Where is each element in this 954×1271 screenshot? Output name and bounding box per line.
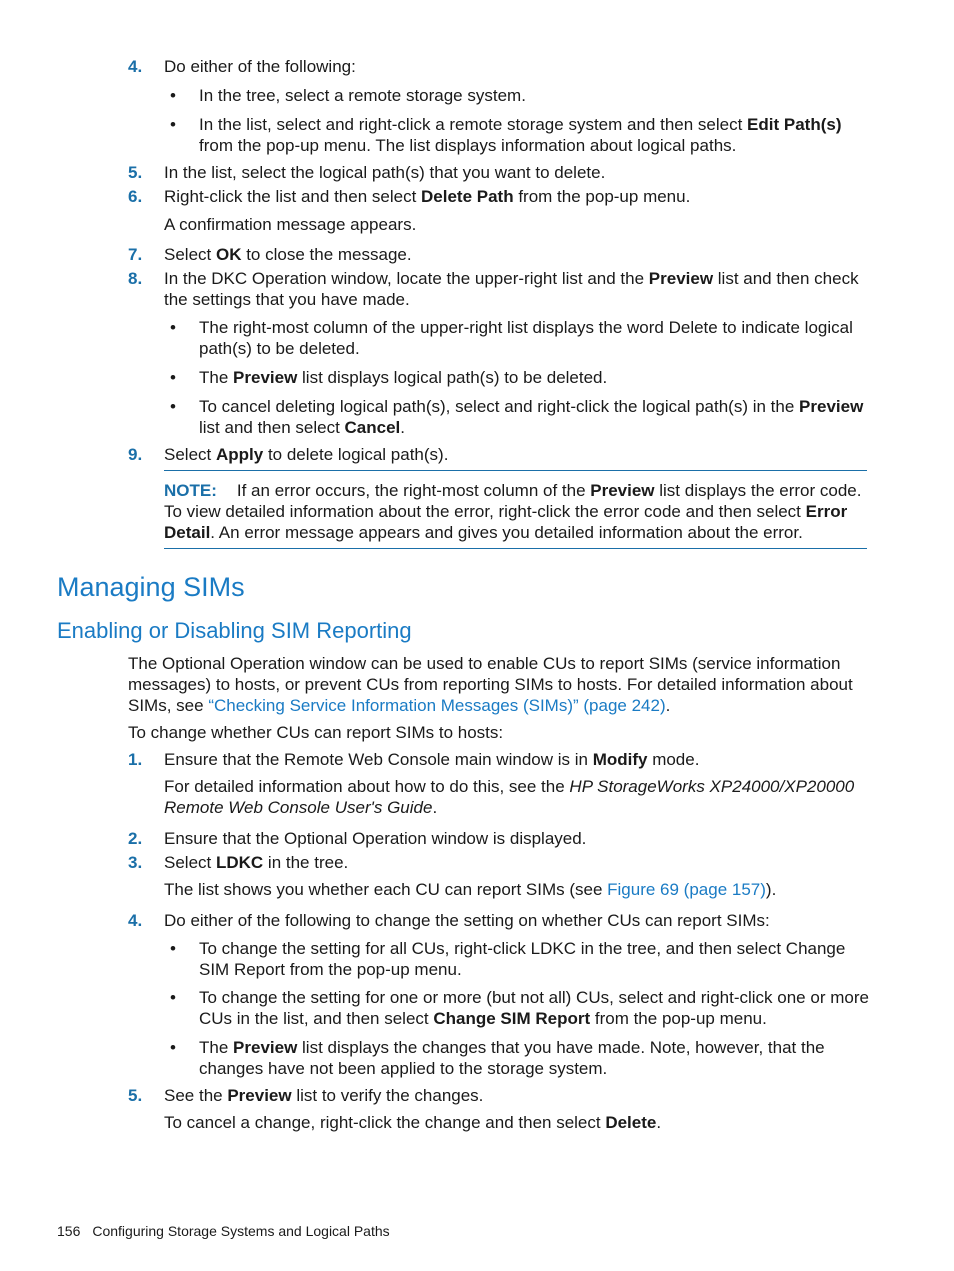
step-text: Right-click the list and then select Delete Path from the pop-up menu. xyxy=(164,187,691,206)
step-text: See the Preview list to verify the changes. xyxy=(164,1086,484,1105)
bullet-text: The right-most column of the upper-right list displays the word Delete to indicate logical path(s) to be deleted. xyxy=(199,318,853,358)
footer-title: Configuring Storage Systems and Logical Paths xyxy=(92,1223,390,1239)
step-number: 5. xyxy=(128,163,143,182)
bullet-text: In the tree, select a remote storage system. xyxy=(199,86,526,105)
subsection-heading: Enabling or Disabling SIM Reporting xyxy=(57,618,412,643)
step-subtext: For detailed information about how to do this, see the HP StorageWorks XP24000/XP20000 Remote Web Console User's Guide. xyxy=(164,777,855,817)
bullet: • xyxy=(170,115,176,134)
intro-paragraph: The Optional Operation window can be used to enable CUs to report SIMs (service information messages) to hosts, or prevent CUs from reporting SIMs to hosts. For detailed information about SIMs, see “Checking Service Information Messages (SIMs)” (page 242). xyxy=(128,654,853,715)
step-text: Ensure that the Optional Operation window is displayed. xyxy=(164,829,587,848)
bullet-text: To change the setting for one or more (but not all) CUs, select and right-click one or more CUs in the list, and then select Change SIM Report from the pop-up menu. xyxy=(199,988,869,1028)
page-footer xyxy=(57,1222,390,1240)
intro-paragraph-2: To change whether CUs can report SIMs to hosts: xyxy=(128,723,504,742)
bullet-text: To change the setting for all CUs, right-click LDKC in the tree, and then select Change SIM Report from the pop-up menu. xyxy=(199,939,846,979)
step-number: 1. xyxy=(128,750,143,769)
bullet: • xyxy=(170,318,176,337)
step-number: 7. xyxy=(128,245,143,264)
bullet-text: In the list, select and right-click a remote storage system and then select Edit Path(s) from the pop-up menu. The list displays information about logical paths. xyxy=(199,115,842,155)
bullet: • xyxy=(170,939,176,958)
step-number: 2. xyxy=(128,829,143,848)
step-text: Do either of the following: xyxy=(164,57,356,76)
page-number: 156 xyxy=(57,1223,81,1239)
step-number: 5. xyxy=(128,1086,143,1105)
step-text: Do either of the following to change the setting on whether CUs can report SIMs: xyxy=(164,911,770,930)
step-number: 8. xyxy=(128,269,143,288)
step-text: Select LDKC in the tree. xyxy=(164,853,349,872)
step-number: 4. xyxy=(128,57,143,76)
step-subtext: The list shows you whether each CU can report SIMs (see Figure 69 (page 157)). xyxy=(164,880,777,899)
xref-link-figure[interactable]: Figure 69 (page 157) xyxy=(607,880,766,899)
bullet: • xyxy=(170,368,176,387)
bullet-text: The Preview list displays logical path(s) to be deleted. xyxy=(199,368,608,387)
step-text: In the DKC Operation window, locate the upper-right list and the Preview list and then check the settings that you have made. xyxy=(164,269,859,309)
bullet: • xyxy=(170,86,176,105)
step-subtext: A confirmation message appears. xyxy=(164,215,417,234)
step-text: Ensure that the Remote Web Console main window is in Modify mode. xyxy=(164,750,700,769)
note-box: NOTE: If an error occurs, the right-most column of the Preview list displays the error code. To view detailed information about the error, right-click the error code and then select Error Detail. An error message appears and gives you detailed information about the error. xyxy=(164,481,862,542)
step-number: 3. xyxy=(128,853,143,872)
note-top-rule xyxy=(164,470,867,471)
note-label: NOTE: xyxy=(164,481,217,500)
step-number: 4. xyxy=(128,911,143,930)
step-number: 9. xyxy=(128,445,143,464)
step-text: Select Apply to delete logical path(s). xyxy=(164,445,449,464)
bullet: • xyxy=(170,988,176,1007)
step-text: Select OK to close the message. xyxy=(164,245,412,264)
step-number: 6. xyxy=(128,187,143,206)
xref-link-sims[interactable]: “Checking Service Information Messages (SIMs)” (page 242) xyxy=(208,696,666,715)
bullet-text: To cancel deleting logical path(s), select and right-click the logical path(s) in the Preview list and then select Cancel. xyxy=(199,397,864,437)
bullet: • xyxy=(170,1038,176,1057)
step-subtext: To cancel a change, right-click the change and then select Delete. xyxy=(164,1113,662,1132)
bullet: • xyxy=(170,397,176,416)
section-heading: Managing SIMs xyxy=(57,572,245,602)
bullet-text: The Preview list displays the changes that you have made. Note, however, that the changes have not been applied to the storage system. xyxy=(199,1038,825,1078)
note-bottom-rule xyxy=(164,548,867,549)
step-text: In the list, select the logical path(s) that you want to delete. xyxy=(164,163,606,182)
